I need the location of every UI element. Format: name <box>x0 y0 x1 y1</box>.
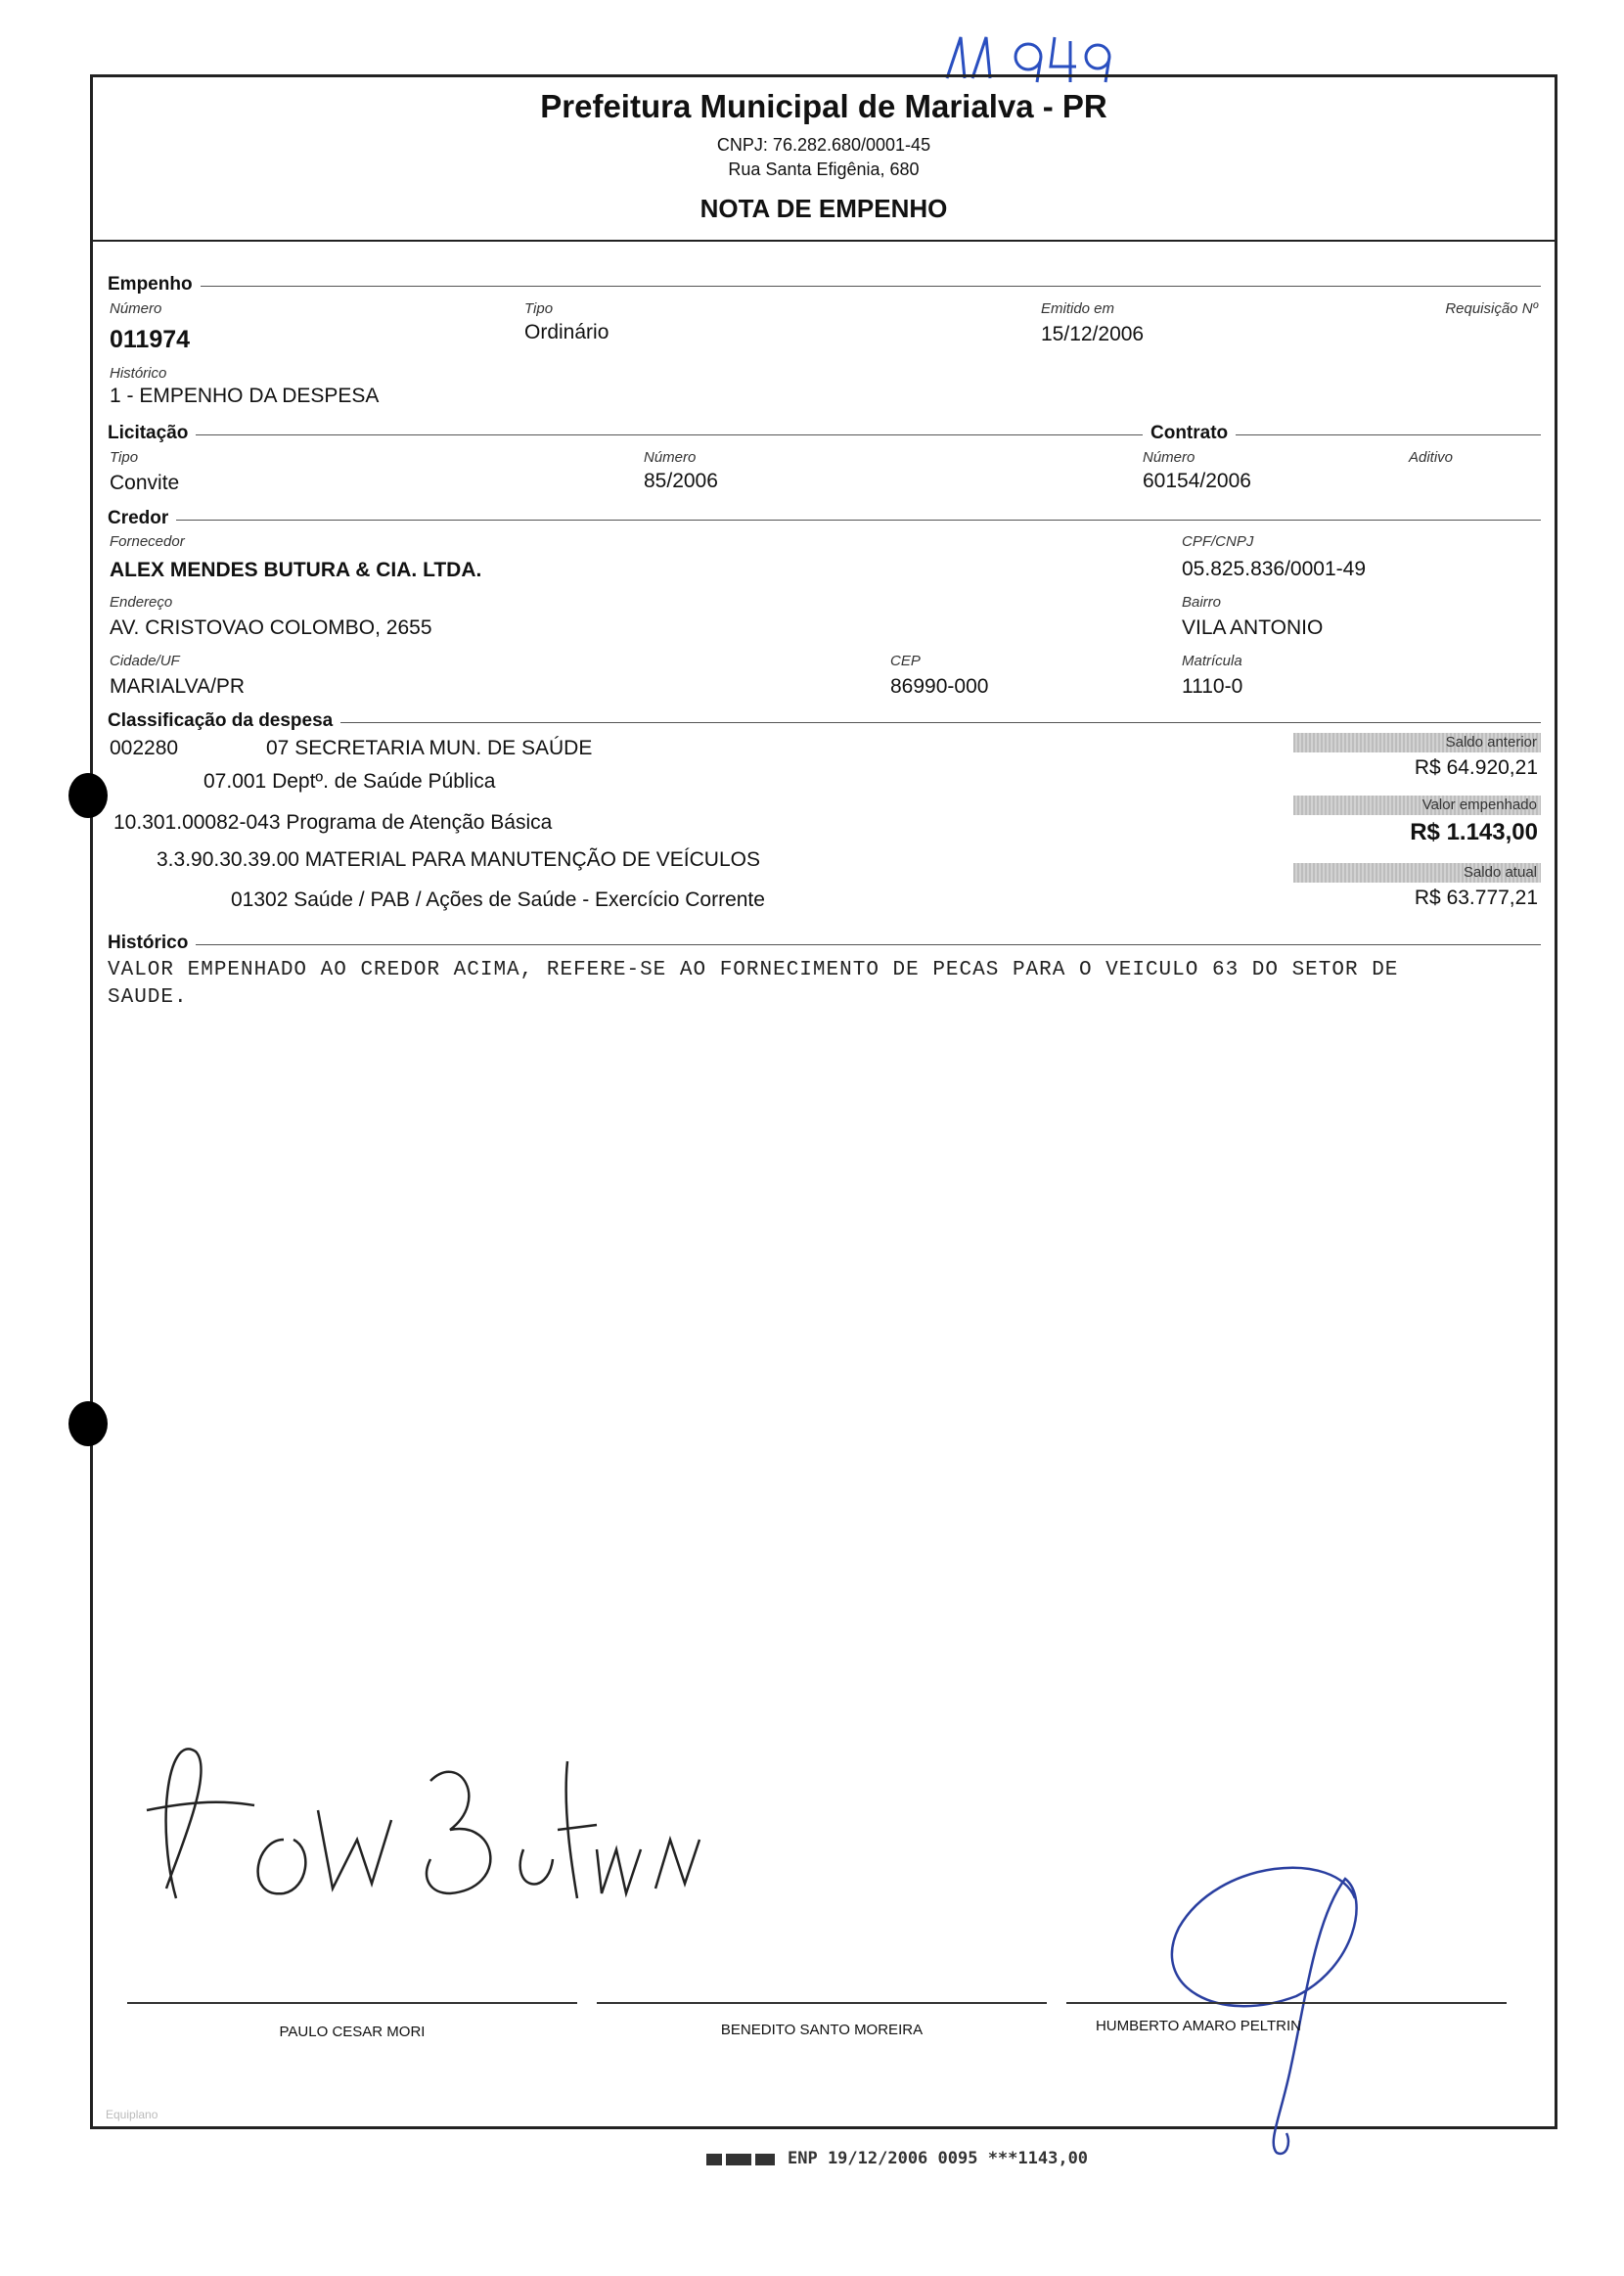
licitacao-numero: 85/2006 <box>644 470 718 492</box>
matricula-label: Matrícula <box>1182 653 1242 669</box>
signature-line <box>1066 2002 1507 2004</box>
classificacao-line: 3.3.90.30.39.00 MATERIAL PARA MANUTENÇÃO DE VEÍCULOS <box>157 848 760 871</box>
cidade-value: MARIALVA/PR <box>110 675 246 698</box>
classificacao-line: 01302 Saúde / PAB / Ações de Saúde - Exercício Corrente <box>231 888 765 911</box>
classificacao-line: 07 SECRETARIA MUN. DE SAÚDE <box>266 737 593 759</box>
empenho-historico: 1 - EMPENHO DA DESPESA <box>110 385 380 407</box>
bank-stamp: ENP 19/12/2006 0095 ***1143,00 <box>788 2149 1089 2168</box>
signatory-name: PAULO CESAR MORI <box>279 2024 426 2040</box>
saldo-atual-bar: Saldo atual <box>1293 863 1541 883</box>
historico-rule <box>108 944 1541 945</box>
bank-stamp-logo <box>706 2151 777 2168</box>
contrato-numero-label: Número <box>1143 449 1195 466</box>
saldo-anterior-value: R$ 64.920,21 <box>1414 756 1538 779</box>
cpf-value: 05.825.836/0001-49 <box>1182 558 1367 580</box>
credor-section-title: Credor <box>108 508 176 529</box>
historico-section-title: Histórico <box>108 933 196 954</box>
empenho-numero: 011974 <box>110 326 191 353</box>
valor-empenhado-value: R$ 1.143,00 <box>1410 819 1538 845</box>
doc-title: NOTA DE EMPENHO <box>699 194 948 223</box>
org-address: Rua Santa Efigênia, 680 <box>728 159 920 179</box>
cidade-label: Cidade/UF <box>110 653 180 669</box>
handwritten-signature <box>137 1693 744 1918</box>
empenho-historico-label: Histórico <box>110 365 167 382</box>
contrato-aditivo-label: Aditivo <box>1409 449 1454 466</box>
licitacao-tipo: Convite <box>110 472 180 494</box>
fornecedor-label: Fornecedor <box>110 533 185 550</box>
classificacao-line: 002280 <box>110 737 179 759</box>
empenho-rule <box>108 286 1541 287</box>
emitido-label: Emitido em <box>1041 300 1115 317</box>
bairro-label: Bairro <box>1182 594 1222 611</box>
footer-software-label: Equiplano <box>106 2108 158 2121</box>
contrato-numero: 60154/2006 <box>1143 470 1251 492</box>
licitacao-tipo-label: Tipo <box>110 449 139 466</box>
signatory-name: HUMBERTO AMARO PELTRIN <box>1095 2018 1302 2034</box>
classificacao-line: 07.001 Deptº. de Saúde Pública <box>203 770 496 793</box>
licitacao-rule <box>108 434 1541 435</box>
signature-drawing <box>1159 1840 1384 2162</box>
historico-text-line: SAUDE. <box>108 986 188 1009</box>
cep-value: 86990-000 <box>890 675 989 698</box>
header-divider <box>90 240 1557 242</box>
historico-text-line: VALOR EMPENHADO AO CREDOR ACIMA, REFERE-SE AO FORNECIMENTO DE PECAS PARA O VEICULO 63 DO SETOR DE <box>108 959 1399 981</box>
requisicao-label: Requisição Nº <box>1445 300 1538 317</box>
saldo-anterior-bar: Saldo anterior <box>1293 733 1541 752</box>
empenho-numero-label: Número <box>110 300 162 317</box>
matricula-value: 1110-0 <box>1182 675 1243 698</box>
signature-line <box>597 2002 1047 2004</box>
fornecedor-name: ALEX MENDES BUTURA & CIA. LTDA. <box>110 559 482 581</box>
binder-hole <box>68 773 108 818</box>
org-cnpj: CNPJ: 76.282.680/0001-45 <box>716 135 931 155</box>
signature-line <box>127 2002 577 2004</box>
binder-hole <box>68 1401 108 1446</box>
emitido-date: 15/12/2006 <box>1041 323 1145 345</box>
endereco-value: AV. CRISTOVAO COLOMBO, 2655 <box>110 616 432 639</box>
handwritten-signature <box>1159 1840 1384 2162</box>
signatory-name: BENEDITO SANTO MOREIRA <box>720 2022 924 2038</box>
bairro-value: VILA ANTONIO <box>1182 616 1324 639</box>
valor-empenhado-bar: Valor empenhado <box>1293 796 1541 815</box>
signature-drawing <box>137 1693 744 1918</box>
licitacao-numero-label: Número <box>644 449 697 466</box>
empenho-tipo-label: Tipo <box>524 300 554 317</box>
classificacao-line: 10.301.00082-043 Programa de Atenção Básica <box>113 811 553 834</box>
org-name: Prefeitura Municipal de Marialva - PR <box>540 88 1107 124</box>
credor-rule <box>108 520 1541 521</box>
empenho-tipo: Ordinário <box>524 321 609 343</box>
empenho-section-title: Empenho <box>108 274 201 296</box>
contrato-section-title: Contrato <box>1143 423 1236 444</box>
endereco-label: Endereço <box>110 594 173 611</box>
cpf-label: CPF/CNPJ <box>1182 533 1254 550</box>
classificacao-section-title: Classificação da despesa <box>108 710 340 732</box>
licitacao-section-title: Licitação <box>108 423 196 444</box>
cep-label: CEP <box>890 653 921 669</box>
saldo-atual-value: R$ 63.777,21 <box>1414 887 1538 909</box>
